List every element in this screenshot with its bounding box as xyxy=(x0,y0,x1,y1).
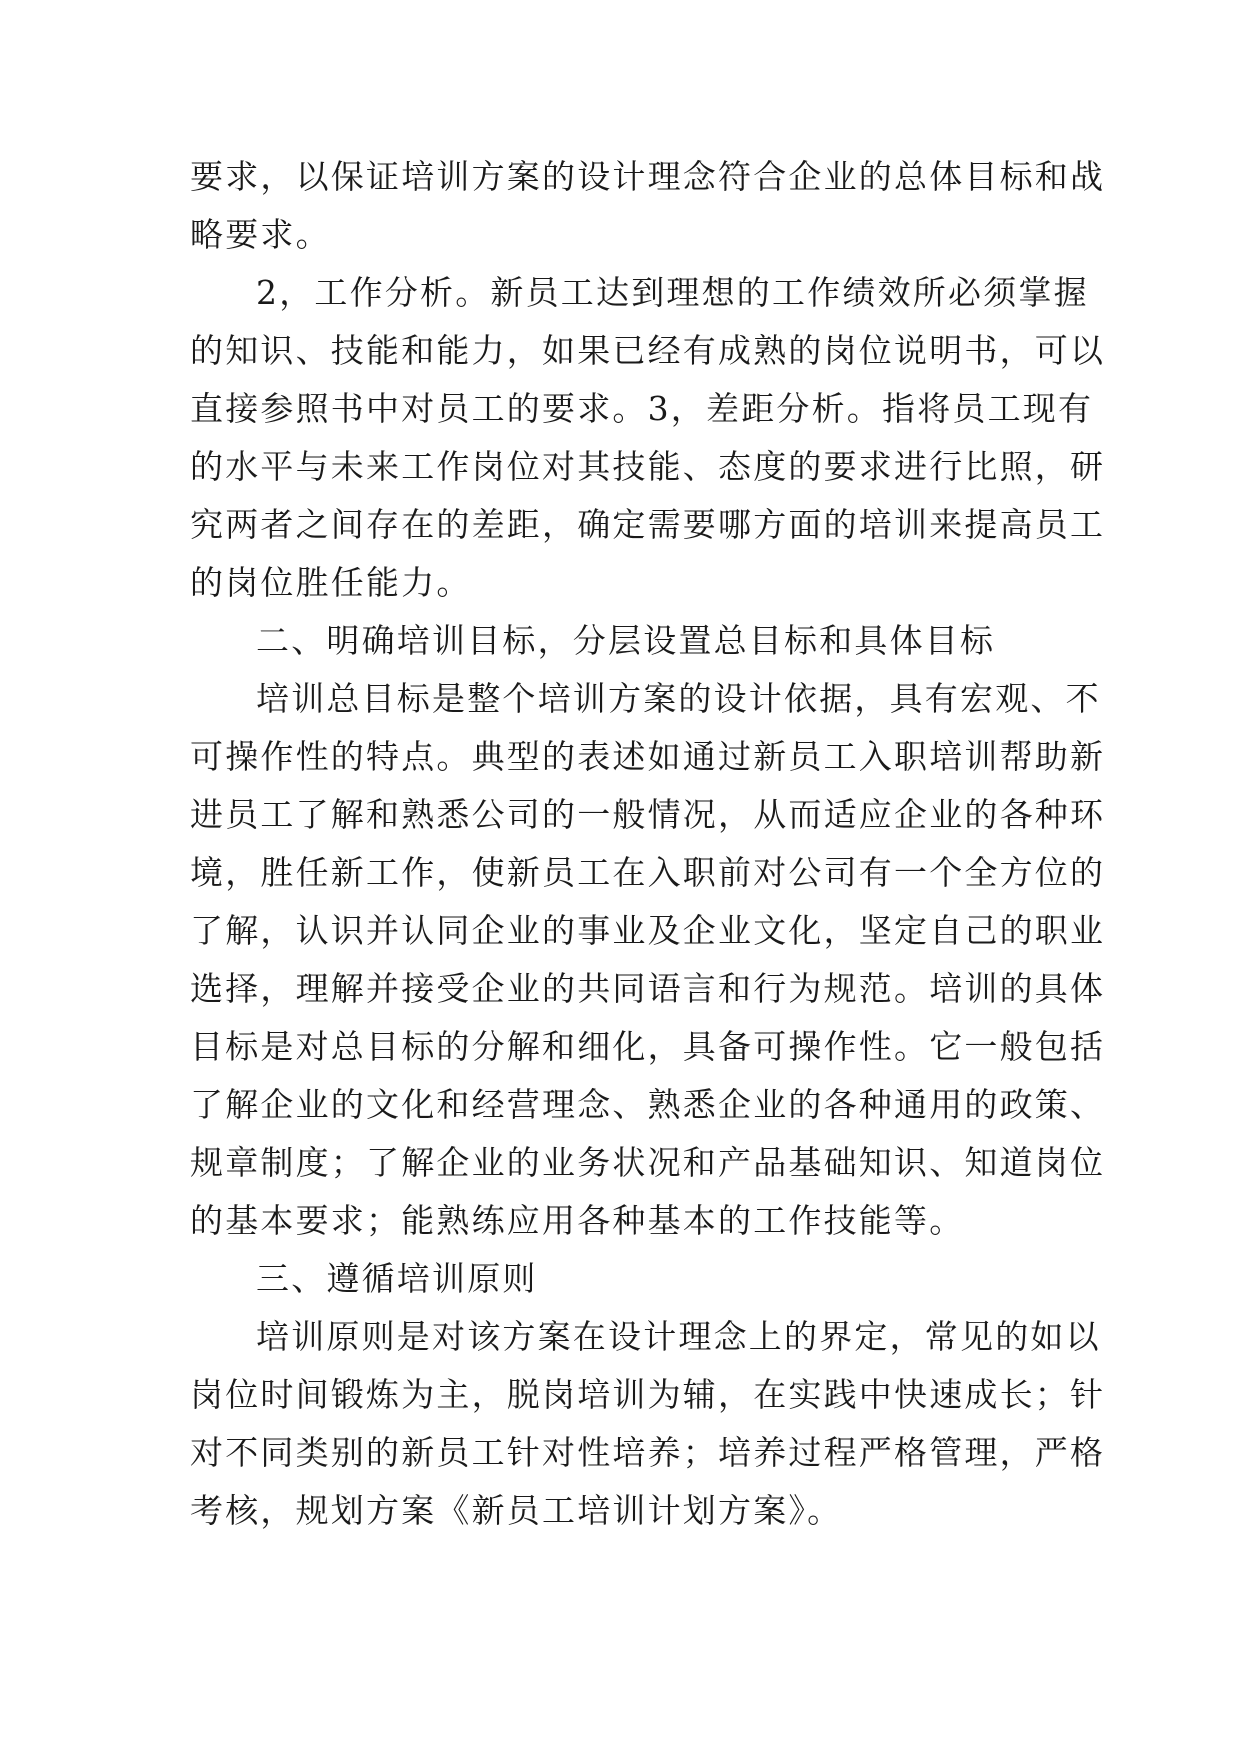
text-line: 进员工了解和熟悉公司的一般情况，从而适应企业的各种环 xyxy=(190,795,1106,834)
text-line: 究两者之间存在的差距，确定需要哪方面的培训来提高员工 xyxy=(190,505,1106,544)
text-line: 目标是对总目标的分解和细化，具备可操作性。它一般包括 xyxy=(190,1027,1106,1066)
section-heading: 二、明确培训目标，分层设置总目标和具体目标 xyxy=(256,621,996,660)
text-line: 了解，认识并认同企业的事业及企业文化，坚定自己的职业 xyxy=(190,911,1106,950)
paragraph-line: 培训原则是对该方案在设计理念上的界定，常见的如以 xyxy=(256,1317,1101,1356)
document-body xyxy=(190,148,1106,1540)
text-line: 可操作性的特点。典型的表述如通过新员工入职培训帮助新 xyxy=(190,737,1106,776)
text-line: 考核，规划方案《新员工培训计划方案》。 xyxy=(190,1491,843,1530)
text-line: 的基本要求；能熟练应用各种基本的工作技能等。 xyxy=(190,1201,965,1240)
text-line: 境，胜任新工作，使新员工在入职前对公司有一个全方位的 xyxy=(190,853,1106,892)
text-line: 要求，以保证培训方案的设计理念符合企业的总体目标和战 xyxy=(190,157,1106,196)
text-line: 的岗位胜任能力。 xyxy=(190,563,472,602)
section-heading: 三、遵循培训原则 xyxy=(256,1259,538,1298)
text-line: 略要求。 xyxy=(190,215,331,254)
text-line: 了解企业的文化和经营理念、熟悉企业的各种通用的政策、 xyxy=(190,1085,1106,1124)
paragraph-line: 培训总目标是整个培训方案的设计依据，具有宏观、不 xyxy=(256,679,1101,718)
text-line: 规章制度；了解企业的业务状况和产品基础知识、知道岗位 xyxy=(190,1143,1106,1182)
text-line: 选择，理解并接受企业的共同语言和行为规范。培训的具体 xyxy=(190,969,1106,1008)
text-line: 的知识、技能和能力，如果已经有成熟的岗位说明书，可以 xyxy=(190,331,1106,370)
text-line: 的水平与未来工作岗位对其技能、态度的要求进行比照，研 xyxy=(190,447,1106,486)
text-line: 直接参照书中对员工的要求。3，差距分析。指将员工现有 xyxy=(190,389,1094,428)
text-line: 对不同类别的新员工针对性培养；培养过程严格管理，严格 xyxy=(190,1433,1106,1472)
text-line: 岗位时间锻炼为主，脱岗培训为辅，在实践中快速成长；针 xyxy=(190,1375,1106,1414)
paragraph-line: 2，工作分析。新员工达到理想的工作绩效所必须掌握 xyxy=(256,273,1089,312)
